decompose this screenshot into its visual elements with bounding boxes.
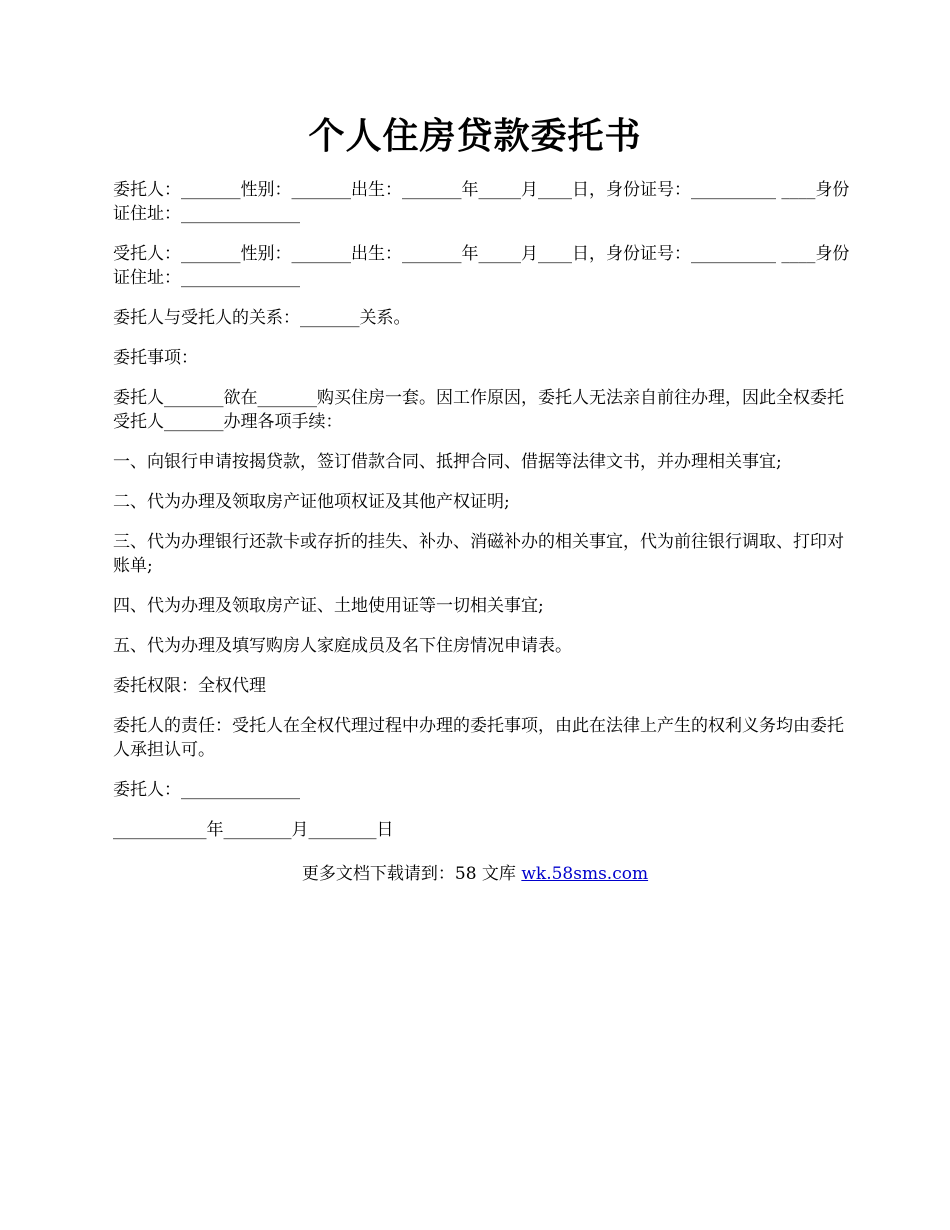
footer <box>0 862 950 886</box>
responsibility-paragraph: 委托人的责任：受托人在全权代理过程中办理的委托事项，由此在法律上产生的权利义务均由委托人承担认可。 <box>113 716 844 760</box>
matter-item-5: 五、代为办理及填写购房人家庭成员及名下住房情况申请表。 <box>113 636 572 656</box>
document-title: 个人住房贷款委托书 <box>308 115 642 157</box>
footer-prefix: 更多文档下载请到：58 文库 <box>301 864 522 884</box>
matter-item-2: 二、代为办理及领取房产证他项权证及其他产权证明; <box>113 492 510 512</box>
matters-heading: 委托事项： <box>113 348 198 368</box>
principal-info: 委托人：_______性别：_______出生：_______年_____月____日，身份证号：__________ ____身份证住址：______________ <box>113 180 850 224</box>
signature-line: 委托人：______________ <box>113 780 300 800</box>
agent-info: 受托人：_______性别：_______出生：_______年_____月____日，身份证号：__________ ____身份证住址：______________ <box>113 244 850 288</box>
matter-item-1: 一、向银行申请按揭贷款，签订借款合同、抵押合同、借据等法律文书，并办理相关事宜; <box>113 452 782 472</box>
document-body <box>113 178 853 858</box>
footer-link[interactable]: wk.58sms.com <box>521 864 649 884</box>
matter-item-4: 四、代为办理及领取房产证、土地使用证等一切相关事宜; <box>113 596 544 616</box>
matters-intro: 委托人_______欲在_______购买住房一套。因工作原因，委托人无法亲自前往办理，因此全权委托受托人_______办理各项手续： <box>113 388 844 432</box>
matter-item-3: 三、代为办理银行还款卡或存折的挂失、补办、消磁补办的相关事宜，代为前往银行调取、打印对账单; <box>113 532 844 576</box>
relationship-line: 委托人与受托人的关系：_______关系。 <box>113 308 411 328</box>
authority-line: 委托权限：全权代理 <box>113 676 266 696</box>
date-line: ___________年________月________日 <box>113 820 394 840</box>
